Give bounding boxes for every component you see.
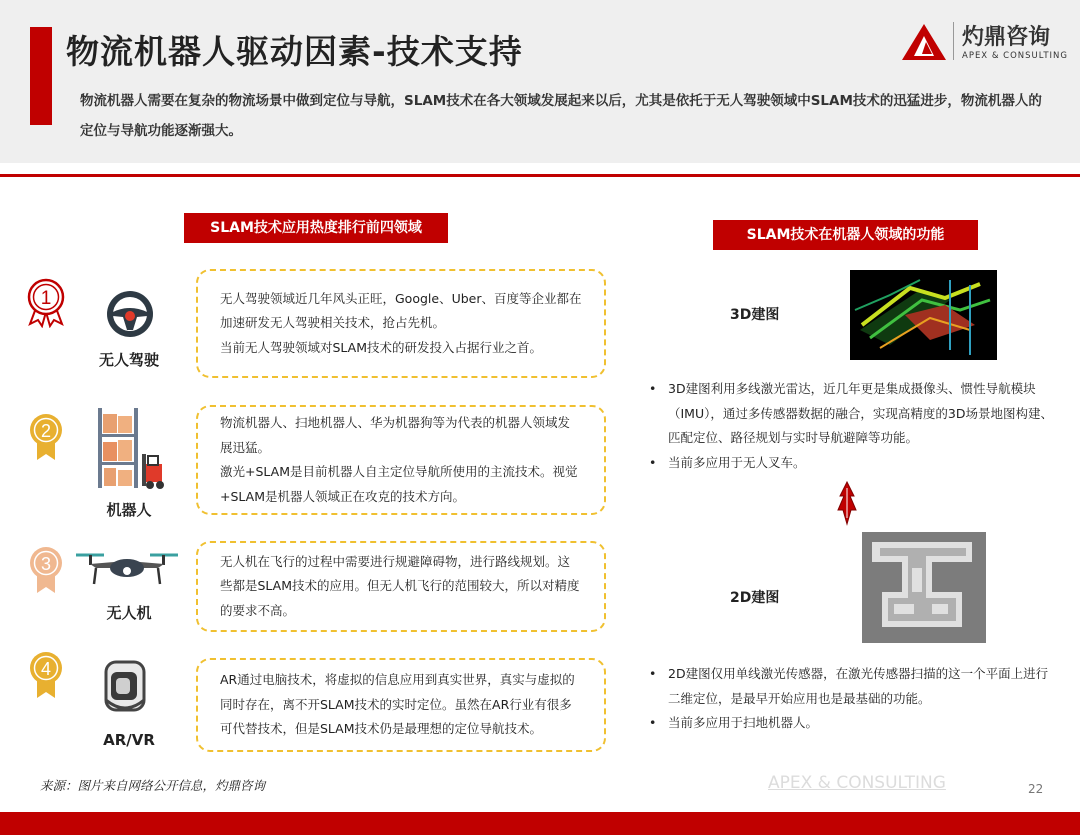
logo-subtitle: APEX & CONSULTING [962,51,1068,61]
3d-map-image [850,270,997,360]
row-1-text-2: 当前无人驾驶领域对SLAM技术的研发投入占据行业之首。 [220,339,543,355]
drone-icon [74,548,180,588]
rank-4-badge-icon [26,650,66,700]
map-2d-bullet-1: • 2D建图仅用单线激光传感器，在激光传感器扫描的这一个平面上进行二维定位，是最早开始应用也是最基础的功能。 [648,662,1053,711]
map-3d-bullet-1: • 3D建图利用多线激光雷达，近几年更是集成摄像头、惯性导航模块（IMU），通过多传感器数据的融合，实现高精度的3D场景地图构建、匹配定位、路径规划与实时导航避障等功能。 [648,377,1053,451]
row-2-text-1: 物流机器人、扫地机器人、华为机器狗等为代表的机器人领域发展迅猛。 [220,415,571,455]
arrow-down-icon [832,480,862,526]
header [0,0,1080,163]
row-2-label: 机器人 [106,501,152,519]
header-divider [0,174,1080,177]
left-section-title: SLAM技术应用热度排行前四领域 [184,213,448,243]
row-3-text-1: 无人机在飞行的过程中需要进行规避障碍物，进行路线规划。这些都是SLAM技术的应用。但无人机飞行的范围较大，所以对精度的要求不高。 [220,553,580,618]
row-3-label: 无人机 [106,604,152,622]
page-number: 22 [1028,782,1044,796]
row-4-description [196,658,606,752]
2d-map-image [862,532,986,643]
watermark-link[interactable]: APEX & CONSULTING [768,773,946,793]
logo-triangle-icon [900,22,948,62]
logo-separator [953,22,954,60]
forklift-robot-icon [96,406,166,490]
svg-text:3: 3 [40,554,52,574]
map-2d-label: 2D建图 [730,590,780,606]
rank-2-badge-icon [26,412,66,462]
title-accent-bar [30,27,52,125]
row-1-description [196,269,606,378]
map-3d-bullets [648,377,1053,475]
map-3d-label: 3D建图 [730,307,780,323]
rank-1-badge-icon [26,278,66,328]
brand-logo [900,20,1070,64]
page-title: 物流机器人驱动因素-技术支持 [66,32,523,71]
row-2-description [196,405,606,515]
vr-headset-icon [100,660,150,716]
svg-text:2: 2 [40,421,52,441]
map-2d-bullets [648,662,1053,736]
row-3-description [196,541,606,632]
right-section-title: SLAM技术在机器人领域的功能 [713,220,978,250]
map-2d-bullet-2: • 当前多应用于扫地机器人。 [648,711,1053,736]
row-2-text-2: 激光+SLAM是目前机器人自主定位导航所使用的主流技术。视觉+SLAM是机器人领域正在攻克的技术方向。 [220,464,578,504]
source-note: 来源：图片来自网络公开信息，灼鼎咨询 [40,778,266,793]
row-4-label: AR/VR [103,731,155,749]
map-3d-bullet-2: • 当前多应用于无人叉车。 [648,451,1053,476]
row-1-text-1: 无人驾驶领域近几年风头正旺，Google、Uber、百度等企业都在加速研发无人驾驶相关技术，抢占先机。 [220,290,582,331]
row-4-text-1: AR通过电脑技术，将虚拟的信息应用到真实世界，真实与虚拟的同时存在，离不开SLAM技术的实时定位。虽然在AR行业有很多可代替技术，但是SLAM技术仍是最理想的定位导航技术。 [220,672,575,737]
logo-name: 灼鼎咨询 [962,25,1051,50]
footer-bar [0,812,1080,835]
svg-text:4: 4 [40,659,52,679]
intro-text: 物流机器人需要在复杂的物流场景中做到定位与导航，SLAM技术在各大领域发展起来以后，尤其是依托于无人驾驶领域中SLAM技术的迅猛进步，物流机器人的定位与导航功能逐渐强大。 [80,93,1042,139]
svg-text:1: 1 [40,288,52,309]
row-1-label: 无人驾驶 [98,351,159,369]
rank-3-badge-icon [26,545,66,595]
steering-wheel-icon [104,288,156,340]
